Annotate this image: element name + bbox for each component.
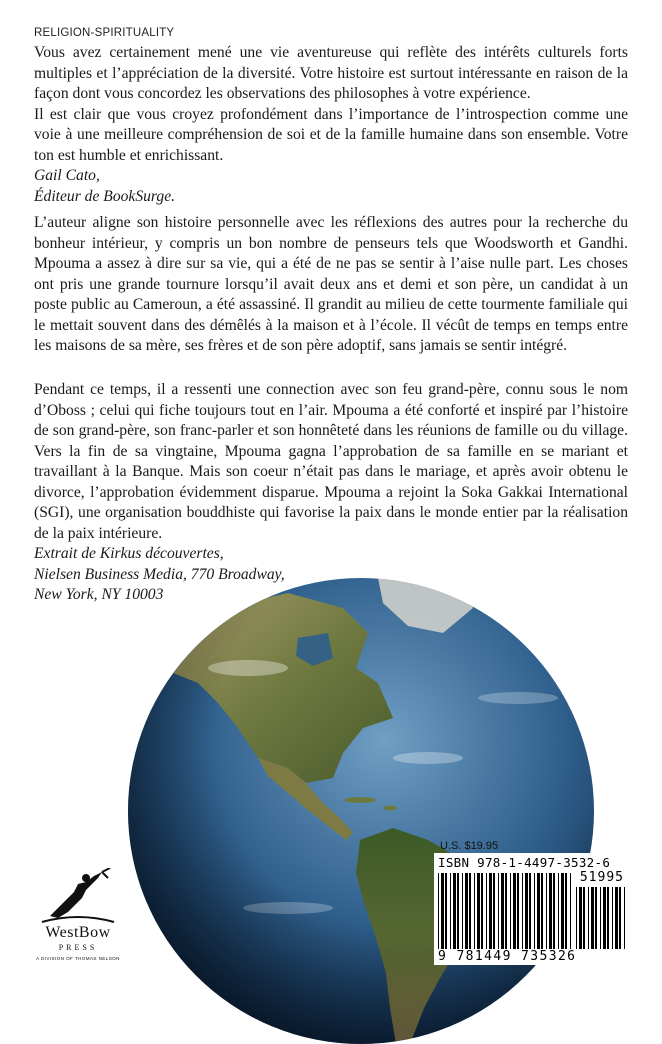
barcode-bar <box>522 873 523 949</box>
barcode-bar <box>612 887 613 949</box>
isbn-text: ISBN 978-1-4497-3532-6 <box>438 855 611 870</box>
barcode-bar <box>579 887 582 949</box>
earth-globe-image <box>128 578 594 1044</box>
summary-text-1: L’auteur aligne son histoire personnelle avec les réflexions des autres pour la recherche du bonheur intérieur, y compris un bon nombre de penseurs tels que Woodsworth et Gandhi. Mpouma a assez à dire sur sa vie, qui a été de ne pas se sentir à l’aise nulle part. Les choses ont pris une grande tournure lorsqu’il avait deux ans et demi et son père, un candidat à un poste public au Cameroun, a été assassiné. Il grandit au milieu de cette tourmente familiale qui le mettait souvent dans des démêlés à la maison et à l’école. Il vécût de temps en temps entre les maisons de sa mère, ses frères et de son père adoptif, sans jamais se sentir intégré. <box>34 214 628 354</box>
barcode-bar <box>561 873 564 949</box>
barcode-bar <box>588 887 589 949</box>
barcode-bar <box>481 873 483 949</box>
barcode-bar <box>457 873 459 949</box>
barcode-bar <box>546 873 547 949</box>
review-paragraph-b: Il est clair que vous croyez profondément dans l’importance de l’introspection comme une voie à une meilleure compréhension de soi et de la famille humaine dans son ensemble. Votre ton est humble et enrichissant. <box>34 105 628 164</box>
barcode-bar <box>510 873 511 949</box>
barcode-bar <box>537 873 540 949</box>
barcode-bar <box>565 873 567 949</box>
category-label: RELIGION-SPIRITUALITY <box>34 27 175 39</box>
barcode-bar <box>517 873 519 949</box>
barcode-bar <box>505 873 507 949</box>
barcode-bar <box>583 887 585 949</box>
barcode-bar <box>591 887 594 949</box>
ean-bars <box>438 873 572 949</box>
barcode-bar <box>469 873 471 949</box>
barcode-bar <box>477 873 480 949</box>
barcode-bar <box>462 873 463 949</box>
barcode-bar <box>525 873 528 949</box>
barcode-bar <box>529 873 531 949</box>
review-paragraph-a: Vous avez certainement mené une vie aventureuse qui reflète des intérêts culturels forts multiples et l’appréciation de la diversité. Votre histoire est surtout intéressante en raison de la façon dont vous concordez les observations des philosophes à votre expérience. <box>34 44 628 102</box>
publisher-name: WestBow <box>45 924 111 941</box>
review-author: Gail Cato, <box>34 167 100 184</box>
barcode-bar <box>453 873 456 949</box>
barcode-bar <box>489 873 492 949</box>
barcode-bar <box>445 873 447 949</box>
barcode-bar <box>534 873 535 949</box>
barcode-digits: 9 781449 735326 <box>438 949 577 964</box>
barcode-bar <box>450 873 451 949</box>
source-line-2: Nielsen Business Media, 770 Broadway, <box>34 565 285 583</box>
barcode-bar <box>615 887 618 949</box>
addon-bars <box>576 887 626 949</box>
westbow-logo <box>28 868 128 968</box>
barcode-bar <box>600 887 601 949</box>
price-code: 51995 <box>579 870 624 885</box>
barcode-bar <box>465 873 468 949</box>
barcode-bar <box>441 873 444 949</box>
isbn-barcode <box>434 853 630 965</box>
barcode-bar <box>607 887 609 949</box>
publisher-press: PRESS <box>58 943 98 952</box>
barcode-bar <box>541 873 543 949</box>
barcode-bar <box>438 873 439 949</box>
barcode-bar <box>513 873 516 949</box>
summary-paragraph-2 <box>34 380 628 606</box>
barcode-bar <box>624 887 625 949</box>
publisher-tagline: A DIVISION OF THOMAS NELSON <box>36 956 120 961</box>
review-block <box>34 43 628 207</box>
barcode-bar <box>619 887 621 949</box>
barcode-bar <box>553 873 555 949</box>
barcode-bar <box>493 873 495 949</box>
source-line-1: Extrait de Kirkus découvertes, <box>34 545 224 562</box>
review-author-title: Éditeur de BookSurge. <box>34 187 176 205</box>
barcode-bar <box>558 873 559 949</box>
archer-logo-icon <box>28 868 128 924</box>
barcode-bar <box>498 873 499 949</box>
barcode-bar <box>603 887 606 949</box>
summary-text-2: Pendant ce temps, il a ressenti une connection avec son feu grand-père, connu sous le nom d’Oboss ; celui qui fiche toujours tout en l’air. Mpouma a été conforté et inspiré par l’histoire de son grand-père, son franc-parler et son honnêteté dans les réunions de famille ou du village. Vers la fin de sa vingtaine, Mpouma gagna l’approbation de sa famille en se mariant et travaillant à la Banque. Mais son coeur n’était pas dans le mariage, et après avoir obtenu le divorce, l’approbation évidemment disparue. Mpouma a rejoint la Soka Gakkai International (SGI), une organisation bouddhiste qui favorise la paix dans le monde entier par la réalisation de la paix intérieure. <box>34 381 628 542</box>
source-line-3: New York, NY 10003 <box>34 586 164 603</box>
barcode-bar <box>549 873 552 949</box>
barcode-bar <box>474 873 475 949</box>
barcode-bar <box>595 887 597 949</box>
barcode-bar <box>501 873 504 949</box>
barcode-bar <box>576 887 577 949</box>
summary-paragraph-1 <box>34 213 628 357</box>
barcode-bar <box>570 873 571 949</box>
barcode-bar <box>486 873 487 949</box>
price-label: U.S. $19.95 <box>440 840 499 852</box>
